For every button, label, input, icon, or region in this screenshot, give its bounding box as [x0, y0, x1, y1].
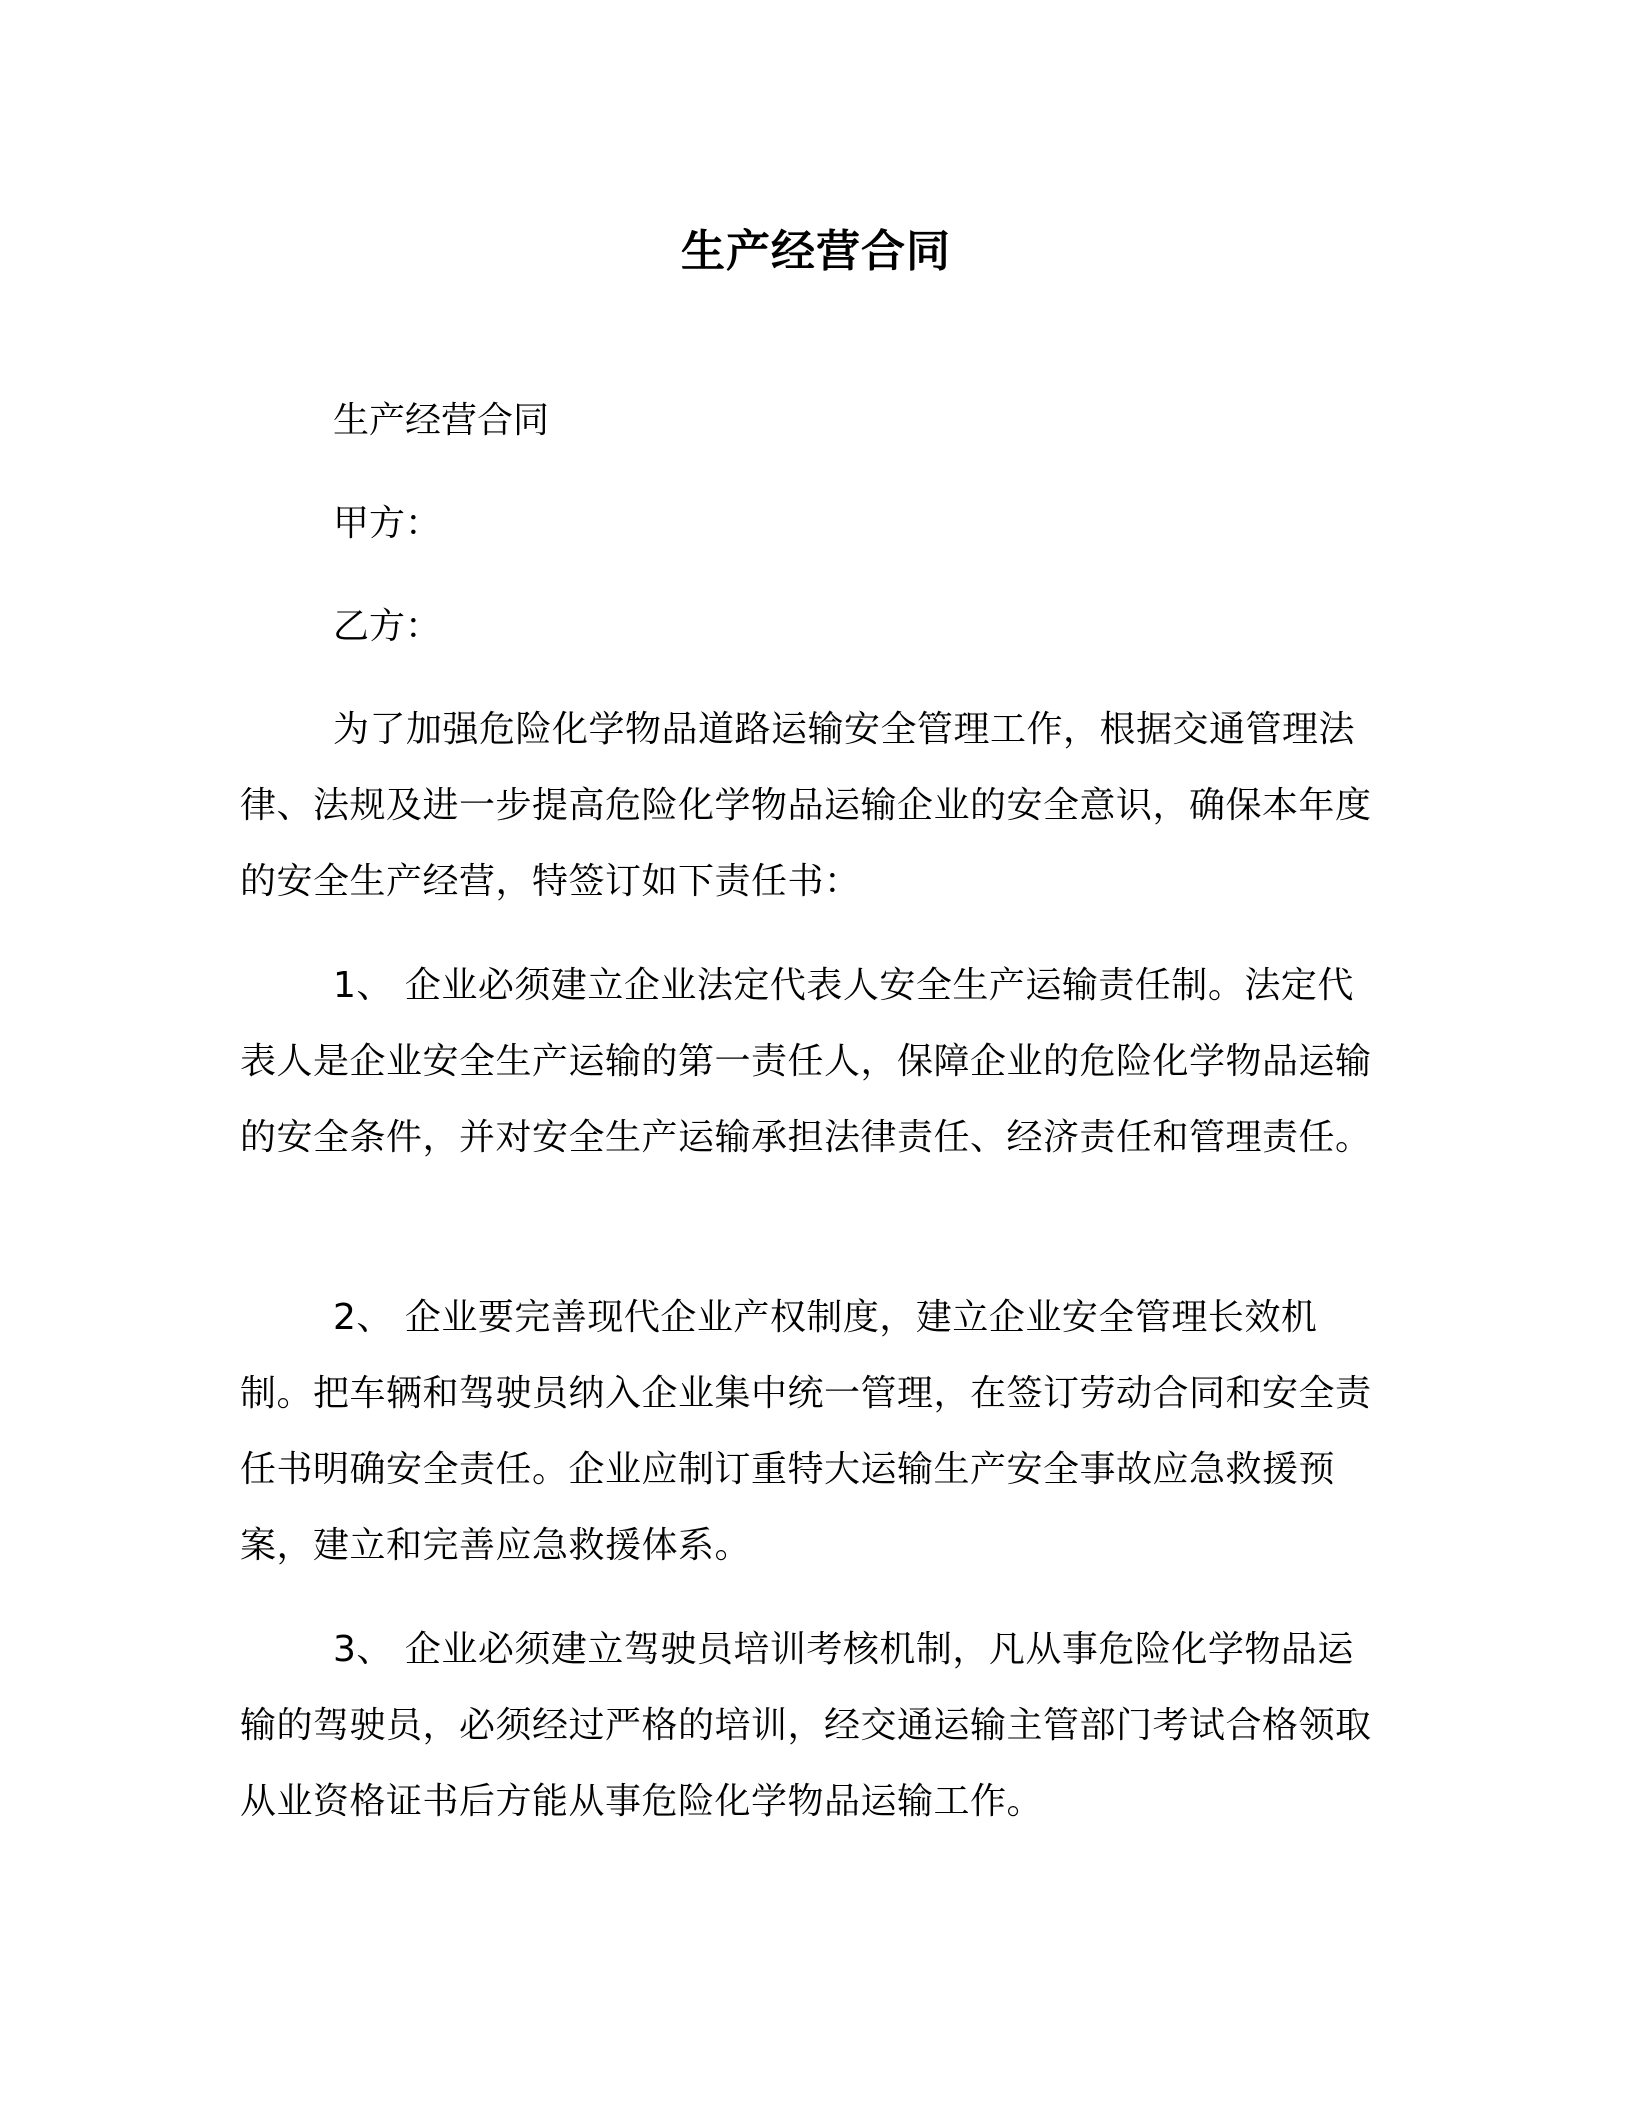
- clause-3-paragraph: 3、 企业必须建立驾驶员培训考核机制，凡从事危险化学物品运输的驾驶员，必须经过严格的培训，经交通运输主管部门考试合格领取从业资格证书后方能从事危险化学物品运输工作。: [240, 1629, 1372, 1822]
- clause-2-paragraph: 2、 企业要完善现代企业产权制度，建立企业安全管理长效机制。把车辆和驾驶员纳入企业集中统一管理，在签订劳动合同和安全责任书明确安全责任。企业应制订重特大运输生产安全事故应急救援预案，建立和完善应急救援体系。: [240, 1297, 1372, 1566]
- clause-1-paragraph: 1、 企业必须建立企业法定代表人安全生产运输责任制。法定代表人是企业安全生产运输的第一责任人，保障企业的危险化学物品运输的安全条件，并对安全生产运输承担法律责任、经济责任和管理责任。: [240, 965, 1372, 1158]
- party-a-line: 甲方：: [333, 503, 442, 544]
- party-b-line: 乙方：: [333, 606, 442, 647]
- intro-paragraph: 为了加强危险化学物品道路运输安全管理工作，根据交通管理法律、法规及进一步提高危险化学物品运输企业的安全意识，确保本年度的安全生产经营，特签订如下责任书：: [240, 709, 1372, 902]
- subtitle-line: 生产经营合同: [333, 400, 550, 441]
- document-title: 生产经营合同: [681, 226, 951, 277]
